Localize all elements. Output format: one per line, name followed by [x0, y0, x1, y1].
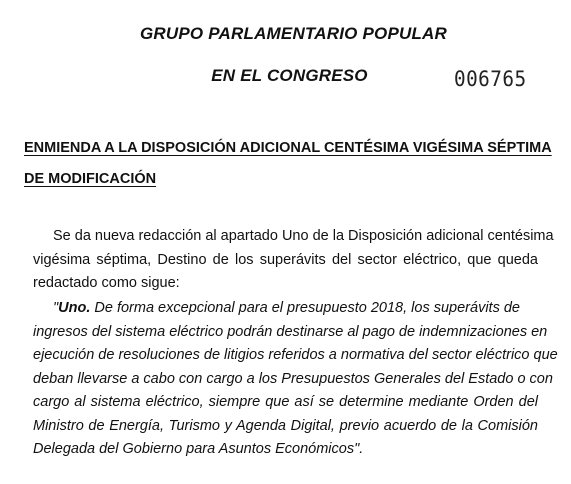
quote-line-6: Ministro de Energía, Turismo y Agenda Digital, previo acuerdo de la Comisión [33, 417, 538, 434]
quote-line-5: cargo al sistema eléctrico, siempre que así se determine mediante Orden del [33, 394, 538, 410]
quote-line-7: Delegada del Gobierno para Asuntos Económicos". [33, 441, 364, 457]
registry-stamp-number: 006765 [454, 67, 527, 91]
document-header-line-2: EN EL CONGRESO [211, 66, 368, 85]
quote-line-4: deban llevarse a cabo con cargo a los Presupuestos Generales del Estado o con [33, 370, 553, 387]
amendment-title [24, 133, 552, 195]
quote-line-1 [33, 297, 538, 321]
document-header-line-1: GRUPO PARLAMENTARIO POPULAR [140, 24, 447, 43]
quote-lead: Uno. [58, 300, 91, 316]
amendment-title-line-1: ENMIENDA A LA DISPOSICIÓN ADICIONAL CENTÉSIMA VIGÉSIMA SÉPTIMA [24, 140, 552, 156]
amendment-title-line-2: DE MODIFICACIÓN [24, 171, 157, 187]
intro-line-2: vigésima séptima, Destino de los superávits del sector eléctrico, que queda [33, 251, 538, 268]
quote-line-3: ejecución de resoluciones de litigios referidos a normativa del sector eléctrico que [33, 347, 558, 363]
quote-line-1-rest: De forma excepcional para el presupuesto 2018, los superávits de [90, 300, 520, 316]
intro-line-3: redactado como sigue: [33, 275, 180, 291]
intro-paragraph [33, 225, 554, 296]
quote-open-mark: " [53, 300, 59, 316]
quote-line-2: ingresos del sistema eléctrico podrán destinarse al pago de indemnizaciones en [33, 323, 548, 340]
intro-line-1: Se da nueva redacción al apartado Uno de la Disposición adicional centésima [53, 228, 554, 244]
amendment-quote [33, 297, 558, 462]
